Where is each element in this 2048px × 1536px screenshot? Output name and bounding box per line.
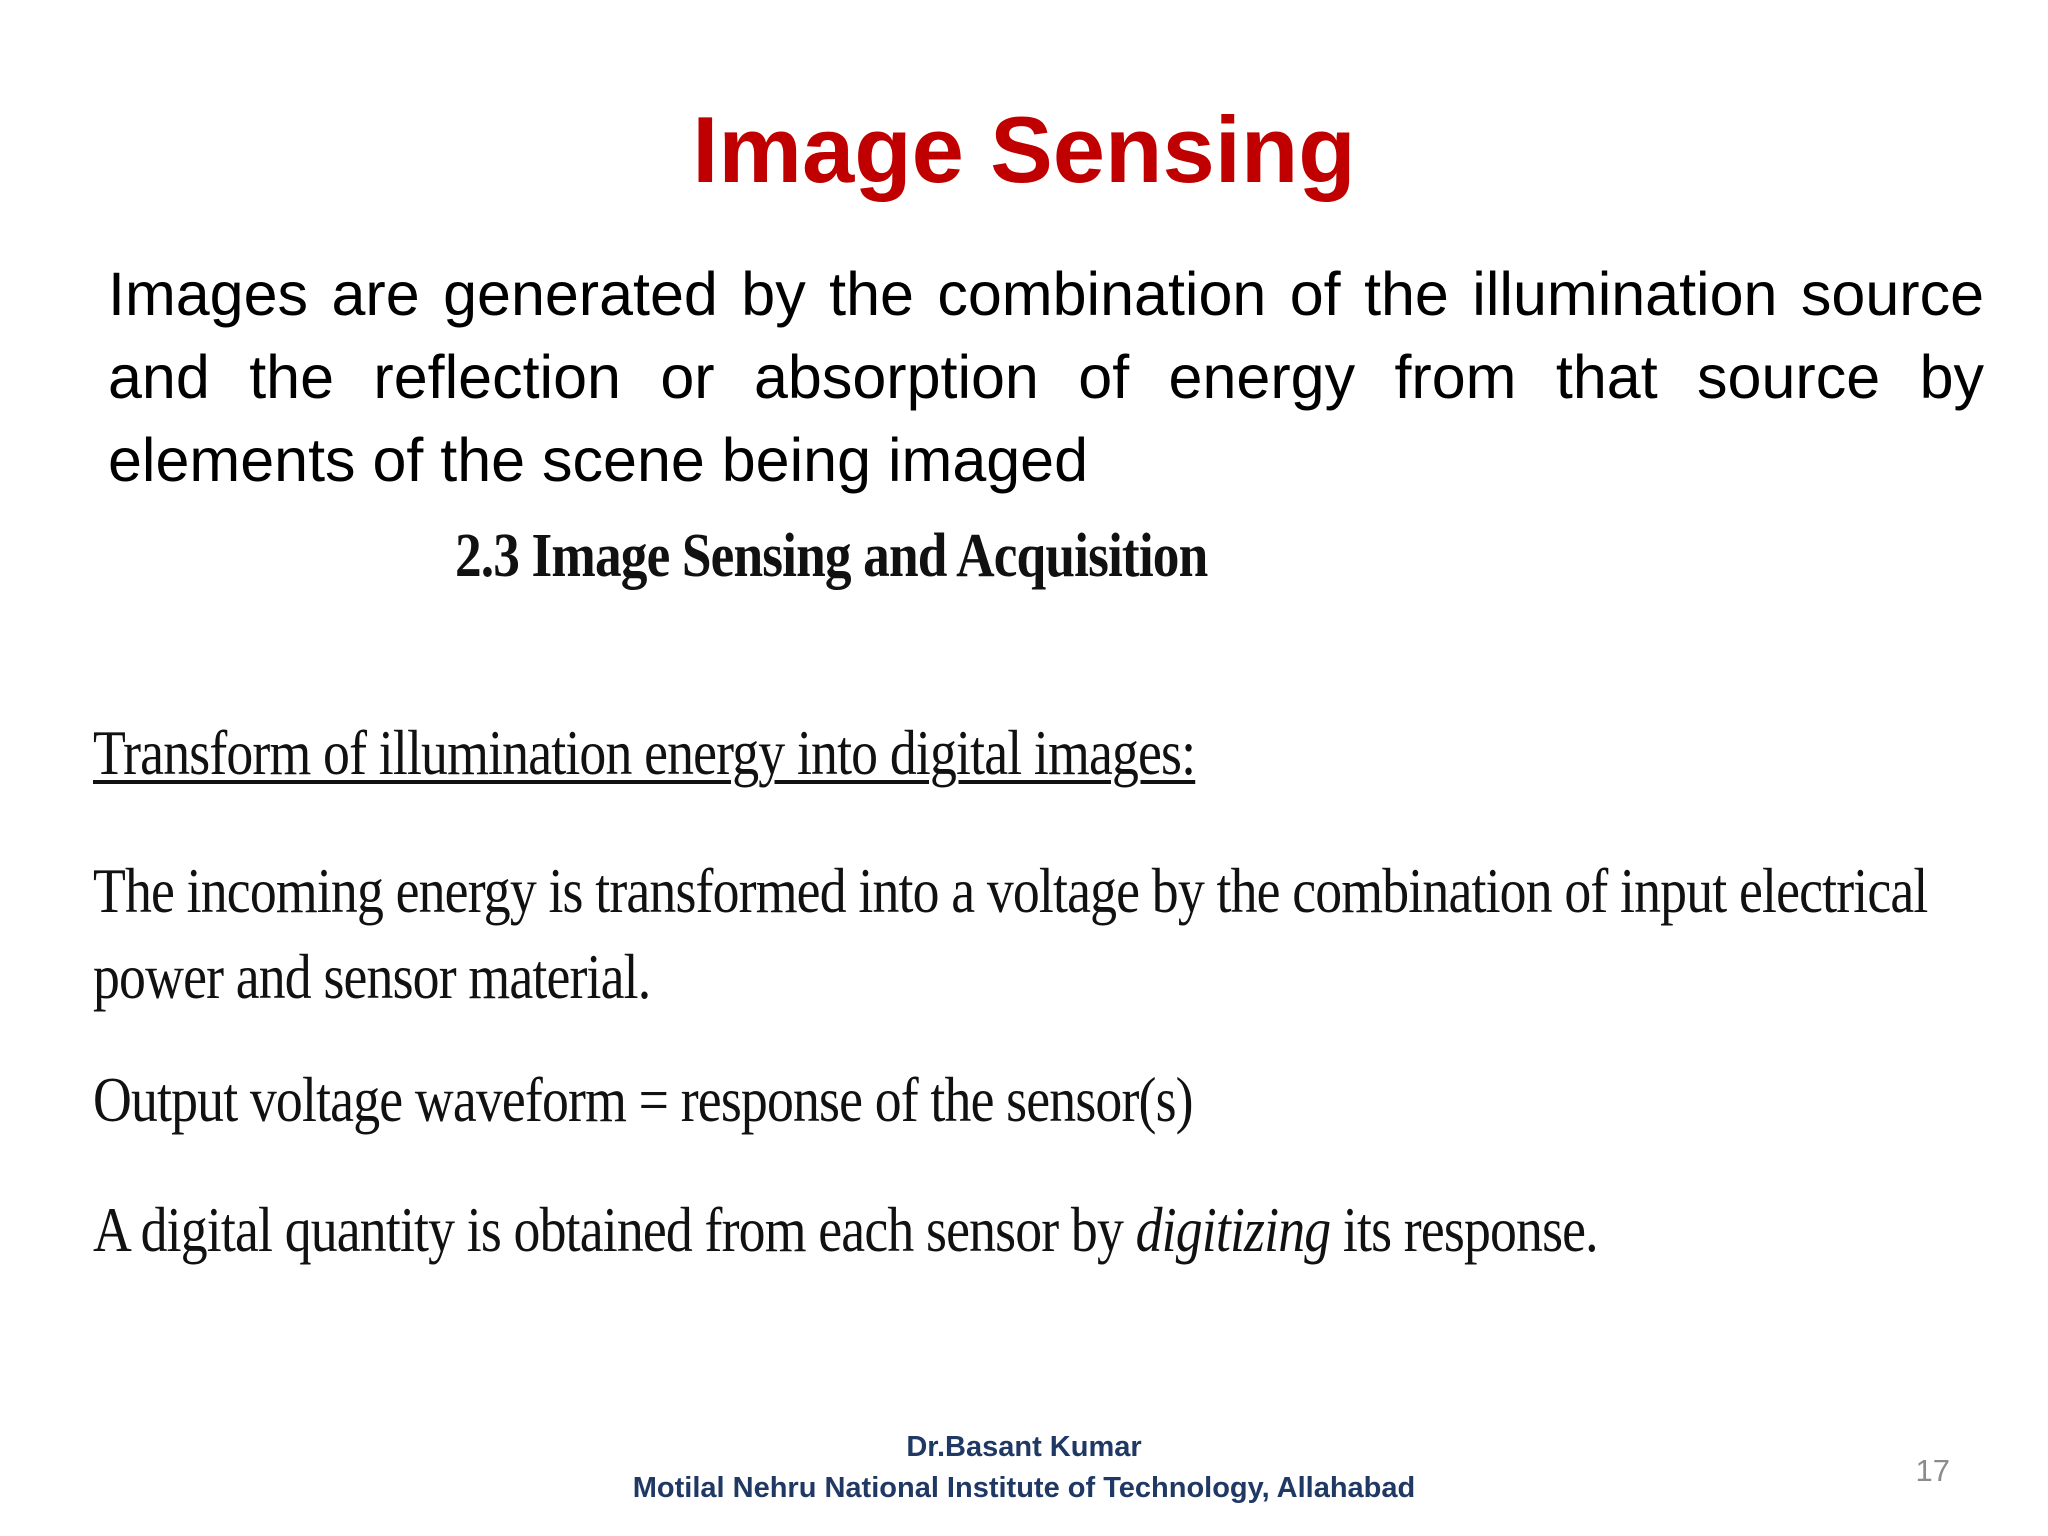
author-name: Dr.Basant Kumar	[906, 1431, 1142, 1463]
paragraph-text: A digital quantity is obtained from each sensor by	[93, 1194, 1136, 1265]
energy-transform-paragraph	[93, 848, 1928, 1020]
section-heading: 2.3 Image Sensing and Acquisition	[455, 522, 1208, 590]
page-number: 17	[1915, 1453, 1950, 1488]
paragraph-line: The incoming energy is transformed into a voltage by the combination of input electrical	[93, 855, 1928, 926]
institute-name: Motilal Nehru National Institute of Technology, Allahabad	[632, 1472, 1416, 1504]
slide-title: Image Sensing	[692, 97, 1356, 202]
intro-paragraph: Images are generated by the combination of the illumination source and the reflection or absorption of energy from that source by elements of the scene being imaged	[108, 260, 1984, 494]
paragraph-text: its response.	[1330, 1194, 1598, 1265]
underlined-subheading: Transform of illumination energy into digital images:	[93, 717, 1196, 788]
output-voltage-paragraph: Output voltage waveform = response of the sensor(s)	[93, 1064, 1193, 1135]
digitizing-paragraph	[93, 1192, 1598, 1268]
paragraph-line: power and sensor material.	[93, 941, 651, 1012]
footer-credit	[0, 1427, 2048, 1509]
emphasized-term: digitizing	[1135, 1194, 1331, 1265]
